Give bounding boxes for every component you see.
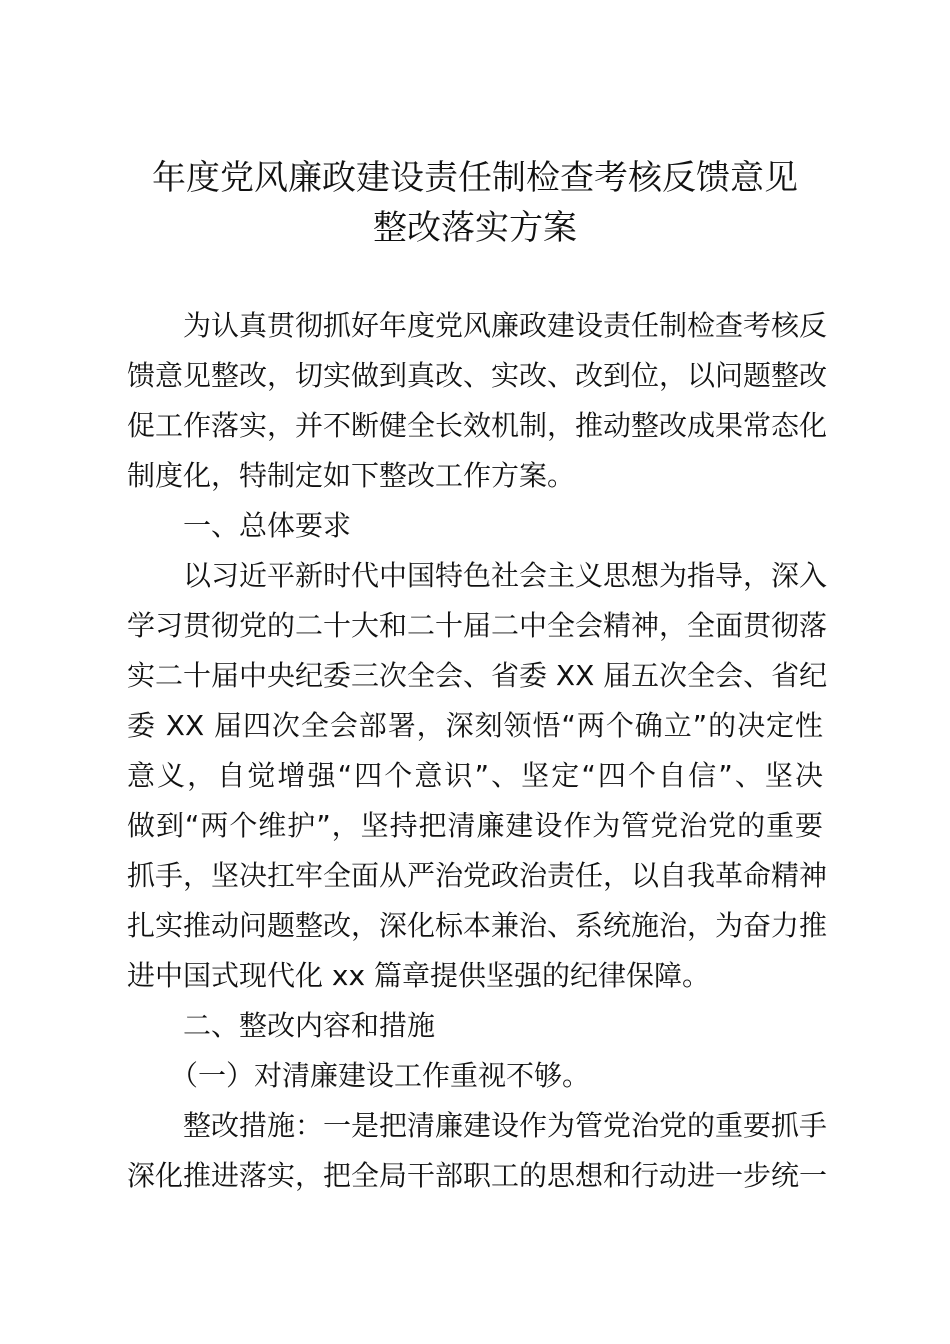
body-line: 进中国式现代化 xx 篇章提供坚强的纪律保障。	[127, 959, 710, 992]
section-heading: 二、整改内容和措施	[183, 1009, 436, 1042]
body-line: 扎实推动问题整改，深化标本兼治、系统施治，为奋力推	[127, 909, 828, 942]
intro-line: 促工作落实，并不断健全长效机制，推动整改成果常态化	[127, 409, 828, 442]
body-line: 委 XX 届四次全会部署，深刻领悟“两个确立”的决定性	[127, 709, 823, 742]
body-line: 深化推进落实，把全局干部职工的思想和行动进一步统一	[127, 1159, 828, 1192]
body-line: 抓手，坚决扛牢全面从严治党政治责任，以自我革命精神	[127, 859, 828, 892]
document-title-line-2: 整改落实方案	[373, 208, 577, 248]
intro-line: 为认真贯彻抓好年度党风廉政建设责任制检查考核反	[183, 309, 828, 342]
body-line: 整改措施：一是把清廉建设作为管党治党的重要抓手	[183, 1109, 828, 1142]
body-line: 实二十届中央纪委三次全会、省委 XX 届五次全会、省纪	[127, 659, 828, 692]
intro-line: 制度化，特制定如下整改工作方案。	[127, 459, 576, 492]
section-heading: 一、总体要求	[183, 509, 352, 542]
intro-line: 馈意见整改，切实做到真改、实改、改到位，以问题整改	[127, 359, 828, 392]
body-line: 学习贯彻党的二十大和二十届二中全会精神，全面贯彻落	[127, 609, 828, 642]
body-line: 意义，自觉增强“四个意识”、坚定“四个自信”、坚决	[127, 759, 823, 792]
body-line: 以习近平新时代中国特色社会主义思想为指导，深入	[183, 559, 828, 592]
body-line: 做到“两个维护”，坚持把清廉建设作为管党治党的重要	[127, 809, 823, 842]
subsection-heading: （一）对清廉建设工作重视不够。	[170, 1059, 591, 1092]
document-title-line-1: 年度党风廉政建设责任制检查考核反馈意见	[152, 158, 798, 198]
